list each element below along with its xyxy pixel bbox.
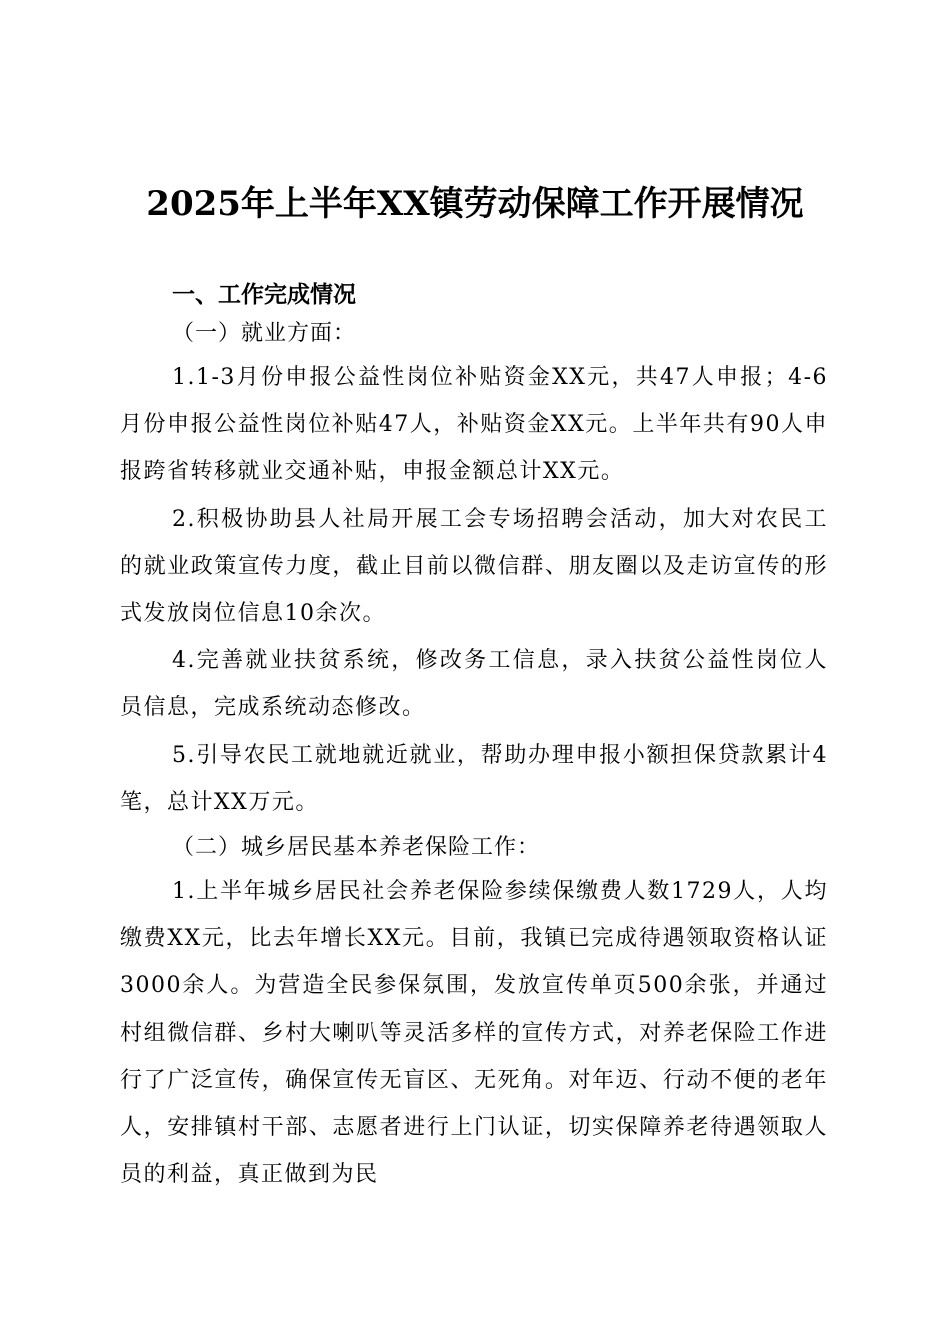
employment-item-1: 1.1-3月份申报公益性岗位补贴资金XX元，共47人申报；4-6月份申报公益性岗位补贴47人，补贴资金XX元。上半年共有90人申报跨省转移就业交通补贴，申报金额总计XX元。 xyxy=(120,365,828,485)
document-body xyxy=(120,276,828,1198)
pension-item-1: 1.上半年城乡居民社会养老保险参续保缴费人数1729人，人均缴费XX元，比去年增长XX元。目前，我镇已完成待遇领取资格认证3000余人。为营造全民参保氛围，发放宣传单页500余张，并通过村组微信群、乡村大喇叭等灵活多样的宣传方式，对养老保险工作进行了广泛宣传，确保宣传无盲区、无死角。对年迈、行动不便的老年人，安排镇村干部、志愿者进行上门认证，切实保障养老待遇领取人员的利益，真正做到为民 xyxy=(120,879,828,1188)
subsection-heading-employment: （一）就业方面： xyxy=(172,321,357,346)
document-title: 2025年上半年XX镇劳动保障工作开展情况 xyxy=(146,184,804,224)
employment-item-4: 4.完善就业扶贫系统，修改务工信息，录入扶贫公益性岗位人员信息，完成系统动态修改。 xyxy=(120,648,828,721)
employment-item-5: 5.引导农民工就地就近就业，帮助办理申报小额担保贷款累计4笔，总计XX万元。 xyxy=(120,742,828,815)
section-heading-work-completion: 一、工作完成情况 xyxy=(172,282,356,308)
employment-item-2: 2.积极协助县人社局开展工会专场招聘会活动，加大对农民工的就业政策宣传力度，截止目前以微信群、朋友圈以及走访宣传的形式发放岗位信息10余次。 xyxy=(120,506,828,627)
subsection-heading-pension: （二）城乡居民基本养老保险工作： xyxy=(172,835,541,861)
